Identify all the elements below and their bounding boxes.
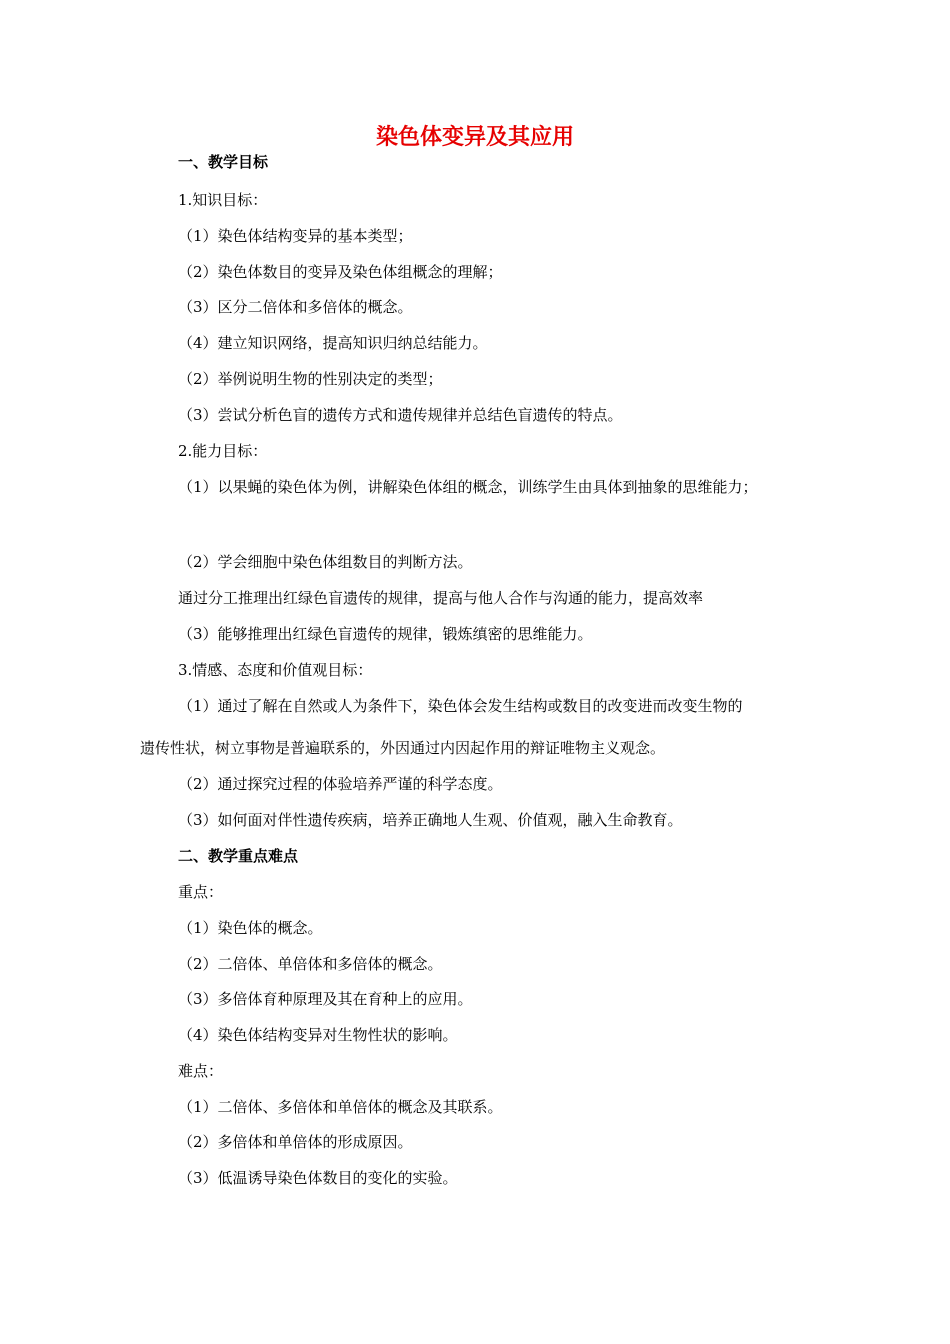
list-item: （1）二倍体、多倍体和单倍体的概念及其联系。 (178, 1098, 503, 1116)
list-item-continuation: 遗传性状，树立事物是普遍联系的，外因通过内因起作用的辩证唯物主义观念。 (140, 739, 666, 757)
list-item: （1）染色体的概念。 (178, 919, 323, 937)
emotion-goals-label: 3.情感、态度和价值观目标： (178, 661, 373, 679)
difficulties-label: 难点： (178, 1062, 224, 1080)
list-item: （4）建立知识网络，提高知识归纳总结能力。 (178, 334, 488, 352)
section-heading-teaching-goals: 一、教学目标 (178, 153, 269, 171)
list-item: （2）染色体数目的变异及染色体组概念的理解； (178, 263, 503, 281)
list-item: （2）学会细胞中染色体组数目的判断方法。 (178, 553, 473, 571)
list-item: （3）如何面对伴性遗传疾病，培养正确地人生观、价值观，融入生命教育。 (178, 811, 683, 829)
document-title: 染色体变异及其应用 (375, 124, 574, 150)
list-item: （3）多倍体育种原理及其在育种上的应用。 (178, 990, 473, 1008)
knowledge-goals-label: 1.知识目标： (178, 191, 268, 209)
list-item: （2）二倍体、单倍体和多倍体的概念。 (178, 955, 443, 973)
list-item: （1）以果蝇的染色体为例，讲解染色体组的概念，训练学生由具体到抽象的思维能力； (178, 478, 758, 496)
section-heading-key-points: 二、教学重点难点 (178, 847, 299, 865)
list-item: （2）多倍体和单倍体的形成原因。 (178, 1133, 413, 1151)
ability-goals-label: 2.能力目标： (178, 442, 268, 460)
list-item: 通过分工推理出红绿色盲遗传的规律，提高与他人合作与沟通的能力，提高效率 (178, 589, 704, 607)
list-item: （3）尝试分析色盲的遗传方式和遗传规律并总结色盲遗传的特点。 (178, 406, 623, 424)
list-item: （4）染色体结构变异对生物性状的影响。 (178, 1026, 458, 1044)
list-item: （2）举例说明生物的性别决定的类型； (178, 370, 443, 388)
list-item: （3）低温诱导染色体数目的变化的实验。 (178, 1169, 458, 1187)
list-item: （1）染色体结构变异的基本类型； (178, 227, 413, 245)
list-item: （3）区分二倍体和多倍体的概念。 (178, 298, 413, 316)
list-item: （3）能够推理出红绿色盲遗传的规律，锻炼缜密的思维能力。 (178, 625, 593, 643)
key-points-label: 重点： (178, 883, 224, 901)
list-item: （1）通过了解在自然或人为条件下，染色体会发生结构或数目的改变进而改变生物的 (178, 697, 743, 715)
list-item: （2）通过探究过程的体验培养严谨的科学态度。 (178, 775, 503, 793)
